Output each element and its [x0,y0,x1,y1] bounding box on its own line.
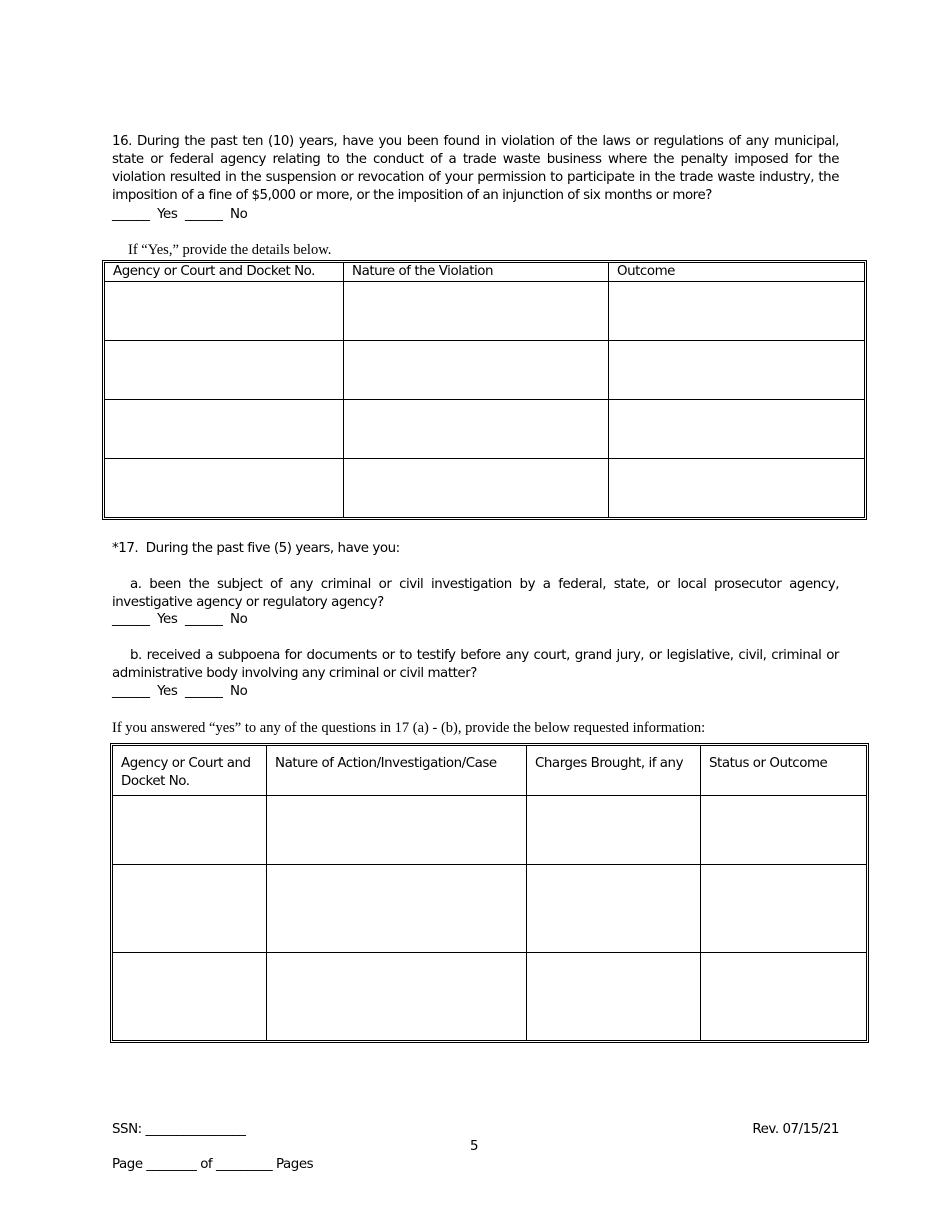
table-cell[interactable] [609,341,864,400]
column-header-charges: Charges Brought, if any [527,746,701,796]
table-cell[interactable] [113,865,267,953]
question-17a-answer[interactable]: ______ Yes ______ No [112,612,248,627]
investigations-table [110,743,869,1043]
table-cell[interactable] [527,796,701,865]
table-row [105,400,864,459]
table-row [105,341,864,400]
question-17a-text: a. been the subject of any criminal or civil investigation by a federal, state, or local prosecutor agency, investigative agency or regulatory agency? [112,577,839,610]
table-cell[interactable] [701,865,866,953]
table-row [113,796,866,865]
table-cell[interactable] [609,282,864,341]
page-number: 5 [470,1139,479,1154]
table-cell[interactable] [344,282,609,341]
question-17b-answer[interactable]: ______ Yes ______ No [112,684,248,699]
question-16-answer[interactable]: ______ Yes ______ No [112,207,248,222]
table-cell[interactable] [609,400,864,459]
table-cell[interactable] [344,400,609,459]
question-17-details-prompt: If you answered “yes” to any of the questions in 17 (a) - (b), provide the below requested information: [112,720,706,736]
table-cell[interactable] [701,796,866,865]
footer-revision: Rev. 07/15/21 [752,1122,839,1137]
table-cell[interactable] [105,341,344,400]
column-header-outcome: Outcome [609,263,864,282]
table-row [113,865,866,953]
question-17b-text: b. received a subpoena for documents or to testify before any court, grand jury, or legislative, civil, criminal or administrative body involving any criminal or civil matter? [112,648,839,681]
table-row [105,459,864,517]
column-header-status: Status or Outcome [701,746,866,796]
table-cell[interactable] [267,796,527,865]
table-cell[interactable] [701,953,866,1040]
question-16-text: 16. During the past ten (10) years, have you been found in violation of the laws or regulations of any municipal, state or federal agency relating to the conduct of a trade waste business where the penalty imposed for the violation resulted in the suspension or revocation of your permission to participate in the trade waste industry, the imposition of a fine of $5,000 or more, or the imposition of an injunction of six months or more? [112,134,839,203]
footer-ssn[interactable]: SSN: ________________ [112,1122,246,1137]
table-cell[interactable] [344,341,609,400]
table-cell[interactable] [113,796,267,865]
question-17-heading: *17. During the past five (5) years, have you: [112,541,400,556]
table-cell[interactable] [527,865,701,953]
table-row [113,953,866,1040]
table-cell[interactable] [527,953,701,1040]
table-header-row [113,746,866,796]
column-header-agency: Agency or Court and Docket No. [113,746,267,796]
table-cell[interactable] [113,953,267,1040]
footer-page-of[interactable]: Page ________ of _________ Pages [112,1157,314,1172]
table-cell[interactable] [609,459,864,517]
question-16-details-prompt: If “Yes,” provide the details below. [128,242,332,258]
column-header-agency: Agency or Court and Docket No. [105,263,344,282]
table-cell[interactable] [344,459,609,517]
table-cell[interactable] [105,282,344,341]
table-cell[interactable] [105,459,344,517]
table-cell[interactable] [267,953,527,1040]
table-cell[interactable] [105,400,344,459]
column-header-violation: Nature of the Violation [344,263,609,282]
table-cell[interactable] [267,865,527,953]
column-header-nature: Nature of Action/Investigation/Case [267,746,527,796]
table-row [105,282,864,341]
violations-table [102,260,867,520]
table-header-row [105,263,864,282]
